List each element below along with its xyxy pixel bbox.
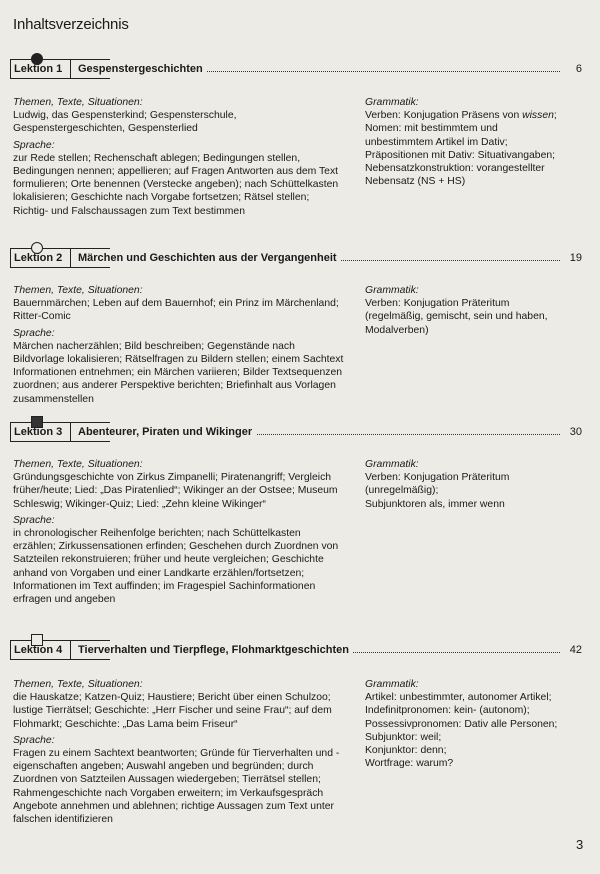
lesson-page-number: 19 <box>566 249 582 267</box>
themes-heading: Themen, Texte, Situationen: <box>13 459 143 470</box>
grammar-heading: Grammatik: <box>365 97 419 108</box>
speech-text: zur Rede stellen; Rechenschaft ablegen; Bedingungen stellen, Bedingungen nennen; appellieren; auf Fragen Antworten aus dem Text formulieren; Orte benennen (Verstecke angeben); nach Schüttelkasten lokalisieren; Geschichte nach Vorgabe fortsetzen; Rätsel stellen; Richtig- und Falschaussagen zum Text bestimmen <box>13 152 339 217</box>
themes-text: Bauernmärchen; Leben auf dem Bauernhof; ein Prinz im Märchenland; Ritter-Comic <box>13 298 339 323</box>
speech-heading: Sprache: <box>13 139 55 151</box>
grammar-line: Verben: Konjugation Präteritum <box>365 298 510 310</box>
themes-heading: Themen, Texte, Situationen: <box>13 285 143 296</box>
speech-heading: Sprache: <box>13 734 55 746</box>
grammar-heading: Grammatik: <box>365 459 419 470</box>
speech-text: Fragen zu einem Sachtext beantworten; Gründe für Tierverhalten und -eigenschaften angeben; Auswahl angeben und begründen; durch Zuordnen von Satzteilen Aussagen wiedergeben; Tierrätsel stellen; Rahmengeschichte nach Vorgaben erweitern; im Verkaufsgespräch Angebote annehmen und ablehnen; richtige Aussagen zum Text unter falschen identifizieren <box>13 748 340 826</box>
lesson-title: Märchen und Geschichten aus der Vergangenheit <box>78 249 341 267</box>
grammar-line: Nebensatzkonstruktion: vorangestellter <box>365 163 545 175</box>
speech-text: Märchen nacherzählen; Bild beschreiben; Gegenstände nach Bildvorlage lokalisieren; Rätselfragen zu Bildern stellen; einem Sachtext Informationen entnehmen; ein Märchen variieren; Bilder Textsequenzen zuordnen; aus anderer Perspektive berichten; Briefinhalt aus Vorlagen zusammenstellen <box>13 340 344 405</box>
page-title: Inhaltsverzeichnis <box>13 16 129 33</box>
label-divider <box>70 422 71 442</box>
lesson-title: Gespenstergeschichten <box>78 60 207 78</box>
grammar-line: Konjunktor: denn; <box>365 745 447 757</box>
grammar-line: Verben: Konjugation Präsens von wissen; <box>365 110 557 122</box>
lesson-2 <box>0 242 600 405</box>
lesson-content-right <box>365 284 590 337</box>
grammar-line: Verben: Konjugation Präteritum <box>365 472 510 484</box>
grammar-line: Wortfrage: warum? <box>365 758 454 770</box>
lesson-header <box>0 634 600 662</box>
grammar-heading: Grammatik: <box>365 285 419 296</box>
lesson-content-right <box>365 96 590 188</box>
themes-text: die Hauskatze; Katzen-Quiz; Haustiere; Bericht über einen Schulzoo; lustige Tierrätsel; Geschichte: „Herr Fischer und seine Frau“; auf dem Flohmarkt; Geschichte: „Das Lama beim Friseur“ <box>13 692 332 730</box>
grammar-line: (regelmäßig, gemischt, sein und haben, <box>365 311 548 323</box>
lesson-content-left <box>13 458 345 609</box>
grammar-line: Nebensatz (NS + HS) <box>365 176 466 188</box>
lesson-label: Lektion 3 <box>14 426 63 438</box>
grammar-line: unbestimmtem Artikel im Dativ; <box>365 136 508 148</box>
label-divider <box>70 59 71 79</box>
lesson-label: Lektion 1 <box>14 63 63 75</box>
grammar-line: Subjunktor: weil; <box>365 731 442 743</box>
lesson-content-left <box>13 96 345 221</box>
speech-heading: Sprache: <box>13 514 55 526</box>
page-number: 3 <box>576 837 584 852</box>
lesson-content-left <box>13 284 345 409</box>
lesson-4 <box>0 634 600 826</box>
grammar-line: Modalverben) <box>365 324 429 336</box>
lesson-3 <box>0 416 600 606</box>
lesson-title: Abenteurer, Piraten und Wikinger <box>78 423 256 441</box>
lesson-content-right <box>365 458 590 511</box>
speech-text: in chronologischer Reihenfolge berichten; nach Schüttelkasten erzählen; Zirkussensationen erfinden; Geschehen durch Zuordnen von Satzteilen rekonstruieren; früher und heute vergleichen; Geschichte anhand von Vorgaben und einer Landkarte erzählen/fortsetzen; Informationen im Text auffinden; im Fragespiel Sachinformationen erfragen und angeben <box>13 528 339 606</box>
lesson-page-number: 30 <box>566 423 582 441</box>
lesson-header <box>0 416 600 444</box>
grammar-line: Possessivpronomen: Dativ alle Personen; <box>365 718 558 730</box>
lesson-content-right <box>365 678 590 770</box>
grammar-line: Präpositionen mit Dativ: Situativangaben; <box>365 149 556 161</box>
grammar-line: Subjunktoren als, immer wenn <box>365 498 505 510</box>
lesson-label: Lektion 2 <box>14 252 63 264</box>
grammar-heading: Grammatik: <box>365 679 419 690</box>
grammar-line: Nomen: mit bestimmtem und <box>365 123 498 135</box>
themes-text: Gründungsgeschichte von Zirkus Zimpanelli; Piratenangriff; Vergleich früher/heute; Lied: „Das Piratenlied“; Wikinger an der Ostsee; Museum Schleswig; Wikinger-Quiz; Lied: „Zehn kleine Wikinger“ <box>13 472 338 510</box>
lesson-page-number: 42 <box>566 641 582 659</box>
lesson-page-number: 6 <box>572 60 582 78</box>
grammar-line: Indefinitpronomen: kein- (autonom); <box>365 705 530 717</box>
lesson-title: Tierverhalten und Tierpflege, Flohmarktgeschichten <box>78 641 353 659</box>
themes-text: Ludwig, das Gespensterkind; Gespensterschule, Gespenstergeschichten, Gespensterlied <box>13 110 237 135</box>
grammar-line: Artikel: unbestimmter, autonomer Artikel; <box>365 692 552 704</box>
lesson-header <box>0 53 600 81</box>
speech-heading: Sprache: <box>13 327 55 339</box>
lesson-1 <box>0 53 600 217</box>
lesson-content-left <box>13 678 345 829</box>
lesson-label: Lektion 4 <box>14 644 63 656</box>
label-divider <box>70 248 71 268</box>
themes-heading: Themen, Texte, Situationen: <box>13 97 143 108</box>
grammar-line: (unregelmäßig); <box>365 485 439 497</box>
themes-heading: Themen, Texte, Situationen: <box>13 679 143 690</box>
label-divider <box>70 640 71 660</box>
lesson-header <box>0 242 600 270</box>
